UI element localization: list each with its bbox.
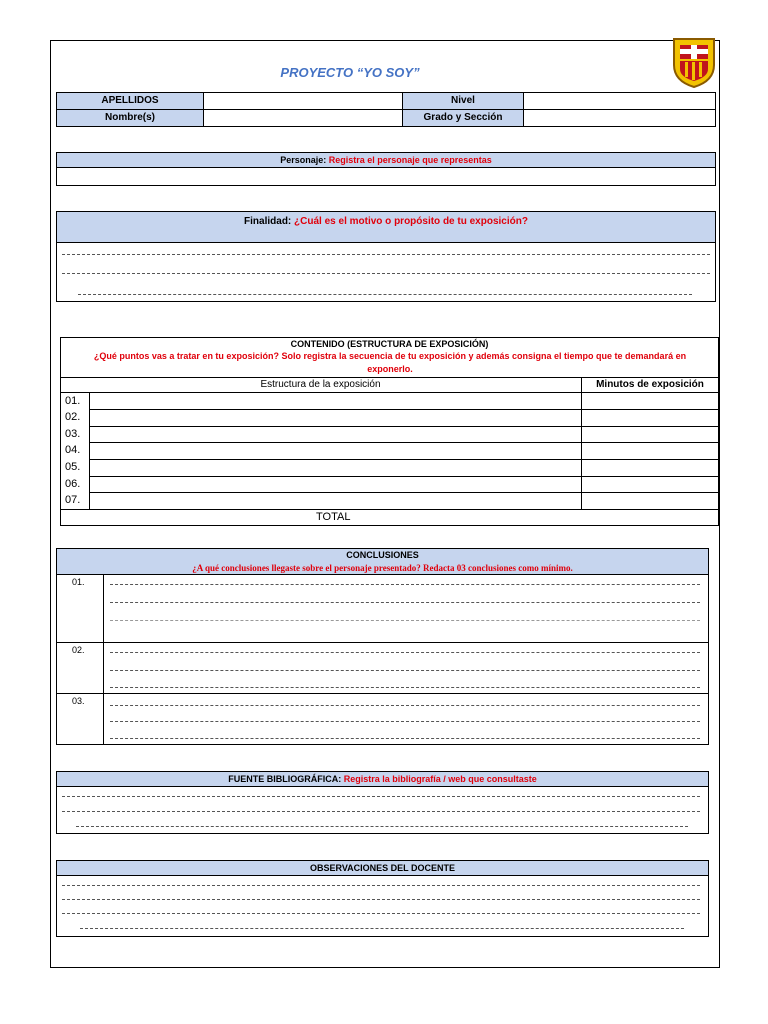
- contenido-rule-0: [60, 392, 719, 393]
- conclusiones-prompt: ¿A qué conclusiones llegaste sobre el personaje presentado? Redacta 03 conclusiones como mínimo.: [192, 563, 573, 573]
- observaciones-line-4: [80, 928, 684, 929]
- observaciones-header: OBSERVACIONES DEL DOCENTE: [56, 860, 709, 876]
- conclusiones-box: [56, 574, 709, 745]
- contenido-rule-2: [89, 426, 719, 427]
- conclusion-line: [110, 705, 700, 706]
- observaciones-line-3: [62, 913, 700, 914]
- contenido-row-number: 06.: [65, 478, 81, 490]
- conclusion-line: [110, 670, 700, 671]
- observaciones-line-1: [62, 885, 700, 886]
- finalidad-line-2: [62, 273, 710, 274]
- fuente-header: [56, 771, 709, 787]
- page-title: PROYECTO “YO SOY”: [280, 65, 420, 80]
- grado-field[interactable]: [523, 109, 716, 127]
- personaje-field[interactable]: [56, 167, 716, 186]
- contenido-col-divider: [581, 377, 582, 509]
- fuente-label: FUENTE BIBLIOGRÁFICA:: [228, 774, 342, 784]
- contenido-title: CONTENIDO (ESTRUCTURA DE EXPOSICIÓN): [290, 339, 489, 349]
- contenido-rule-5: [89, 476, 719, 477]
- contenido-rule-7: [60, 509, 719, 510]
- fuente-line-3: [76, 826, 688, 827]
- conclusion-line: [110, 652, 700, 653]
- fuente-prompt: Registra la bibliografía / web que consultaste: [343, 774, 537, 784]
- conclusiones-title: CONCLUSIONES: [346, 550, 419, 560]
- conclusion-line: [110, 687, 700, 688]
- contenido-prompt: ¿Qué puntos vas a tratar en tu exposición? Solo registra la secuencia de tu exposición y además consigna el tiempo que te demandará en exponerlo.: [93, 351, 687, 374]
- contenido-rule-4: [89, 459, 719, 460]
- grado-label: Grado y Sección: [402, 109, 524, 127]
- contenido-rule-6: [89, 492, 719, 493]
- col-structure-header: Estructura de la exposición: [260, 379, 381, 390]
- nombres-field[interactable]: [203, 109, 403, 127]
- fuente-line-2: [62, 811, 700, 812]
- conclusion-line: [110, 721, 700, 722]
- conclusion-number: 01.: [72, 577, 85, 587]
- apellidos-label: APELLIDOS: [56, 92, 204, 110]
- finalidad-answer-box[interactable]: [56, 242, 716, 302]
- personaje-prompt: Registra el personaje que representas: [328, 155, 492, 165]
- contenido-row-number: 03.: [65, 428, 81, 440]
- conclusion-number: 03.: [72, 696, 85, 706]
- finalidad-header: [56, 211, 716, 243]
- col-minutes-header: Minutos de exposición: [596, 379, 704, 390]
- finalidad-label: Finalidad:: [244, 216, 292, 227]
- conclusiones-num-divider: [103, 574, 104, 745]
- school-crest-logo: [670, 35, 718, 89]
- nivel-label: Nivel: [402, 92, 524, 110]
- finalidad-prompt: ¿Cuál es el motivo o propósito de tu exposición?: [294, 216, 528, 227]
- nivel-field[interactable]: [523, 92, 716, 110]
- apellidos-field[interactable]: [203, 92, 403, 110]
- personaje-label: Personaje:: [280, 155, 327, 165]
- conclusion-line: [110, 584, 700, 585]
- conclusion-line: [110, 602, 700, 603]
- contenido-row-number: 05.: [65, 461, 81, 473]
- contenido-row-number: 04.: [65, 444, 81, 456]
- conclusion-number: 02.: [72, 645, 85, 655]
- contenido-row-number: 07.: [65, 494, 81, 506]
- total-label: TOTAL: [316, 511, 351, 523]
- conclusion-line: [110, 738, 700, 739]
- contenido-row-number: 02.: [65, 411, 81, 423]
- nombres-label: Nombre(s): [56, 109, 204, 127]
- contenido-rule-3: [89, 442, 719, 443]
- conclusion-line: [110, 620, 700, 621]
- fuente-line-1: [62, 796, 700, 797]
- contenido-row-number: 01.: [65, 395, 81, 407]
- contenido-rule-1: [89, 409, 719, 410]
- conclusion-rule-1: [56, 642, 709, 643]
- conclusion-rule-2: [56, 693, 709, 694]
- finalidad-line-3: [78, 294, 692, 295]
- personaje-header: [56, 152, 716, 168]
- finalidad-line-1: [62, 254, 710, 255]
- observaciones-line-2: [62, 899, 700, 900]
